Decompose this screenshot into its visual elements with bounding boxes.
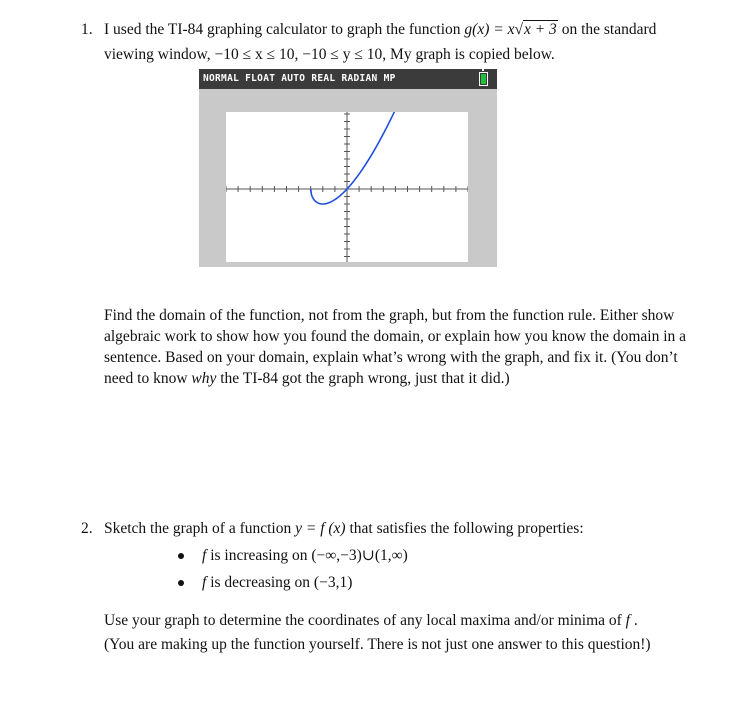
bullet-increasing (202, 545, 408, 567)
emphasis-why: why (191, 370, 217, 387)
function-equals: = x (489, 21, 515, 38)
problem-1-instructions-text: Find the domain of the function, not from the graph, but from the function rule. Either show algebraic work to show how you found the domain, or explain how you know the domain in a sentence. Based on your domain, explain what’s wrong with the graph, and fix it. (You don’t need to know (104, 307, 686, 387)
bullet-f: f (202, 574, 207, 591)
function-argument: (x) (472, 21, 490, 38)
function-y-equals-f-x: y = f (x) (295, 520, 346, 537)
bullet-dot (178, 580, 184, 586)
paragraph-f: f (625, 612, 630, 629)
problem-2-paragraph-line-2: (You are making up the function yourself. There is not just one answer to this question!) (104, 636, 651, 653)
problem-1-number: 1. (81, 21, 93, 38)
problem-1-instructions (104, 305, 689, 389)
sqrt-radicand: x + 3 (523, 21, 557, 38)
problem-1-line-1-text: I used the TI-84 graphing calculator to graph the function (104, 21, 465, 38)
battery-icon (479, 72, 488, 86)
battery-level (481, 74, 486, 84)
function-curve (311, 112, 395, 204)
window-y-range: −10 ≤ y ≤ 10 (302, 46, 383, 63)
window-separator: , (294, 46, 303, 63)
problem-1-line-1 (104, 19, 656, 41)
bullet-decreasing (202, 572, 352, 594)
bullet-text: is decreasing on (206, 574, 314, 591)
problem-2-paragraph-line-1 (104, 610, 638, 632)
problem-1-line-2-text: viewing window, (104, 46, 215, 63)
calculator-status-bar (199, 69, 497, 89)
paragraph-end: . (629, 612, 638, 629)
graph-area (226, 112, 468, 262)
bullet-dot (178, 553, 184, 559)
problem-2-number: 2. (81, 520, 93, 537)
problem-2-line-1 (104, 518, 584, 540)
problem-2-line-1-end: that satisfies the following properties: (345, 520, 584, 537)
graph-svg (226, 112, 468, 262)
problem-2-line-1-text: Sketch the graph of a function (104, 520, 296, 537)
problem-1-instructions-end: the TI-84 got the graph wrong, just that it did.) (216, 370, 510, 387)
ti84-screenshot (199, 69, 497, 267)
problem-2-paragraph-text: Use your graph to determine the coordinates of any local maxima and/or minima of (104, 612, 626, 629)
decreasing-interval: (−3,1) (313, 574, 353, 591)
increasing-interval: (−∞,−3)∪(1,∞) (311, 547, 408, 564)
problem-1-line-2-end: , My graph is copied below. (382, 46, 555, 63)
problem-1-line-1-end: on the standard (557, 21, 657, 38)
problem-1-line-2 (104, 44, 555, 66)
sqrt-symbol: √ (514, 21, 523, 38)
window-x-range: −10 ≤ x ≤ 10 (214, 46, 295, 63)
bullet-f: f (202, 547, 207, 564)
calculator-mode-text: NORMAL FLOAT AUTO REAL RADIAN MP (203, 73, 396, 84)
bullet-text: is increasing on (206, 547, 312, 564)
function-name-g: g (464, 21, 473, 38)
